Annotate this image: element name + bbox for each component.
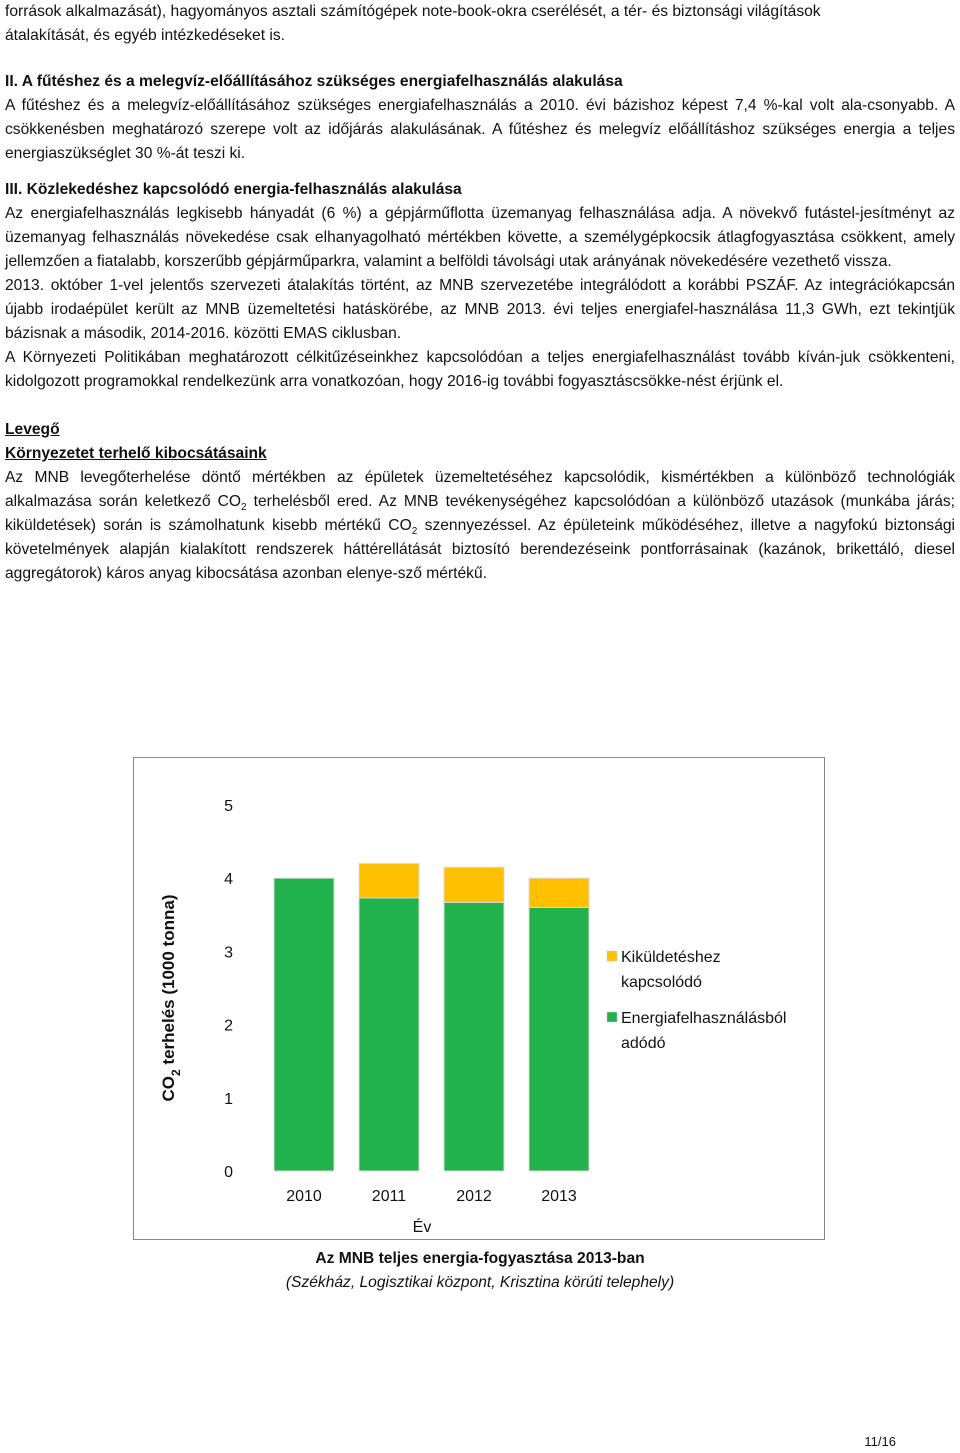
bar-energy-2010 <box>274 878 334 1171</box>
paragraph-transport: Az energiafelhasználás legkisebb hányadát (6 %) a gépjárműflotta üzemanyag felhasználása adja. A növekvő futástel-jesítményt az üzemanyag felhasználás növekedése csak elhanyagolható mértékben követte, a személygépkocsik átlagfogyasztása csökkent, amely jellemzően a fiatalabb, korszerűbb gépjárműparkra, valamint a belföldi távolsági utak arányának növekedésére vezethető vissza. <box>5 205 955 270</box>
chart-caption-title: Az MNB teljes energia-fogyasztása 2013-ban <box>315 1250 645 1267</box>
paragraph-air-part3: szennyezéssel. Az épületeink működéséhez, illetve a nagyfokú biztonsági követelmények alapján kialakított rendszerek háttérellátását biztosító berendezéseink pontforrásainak (kazánok, brikettáló, diesel aggregátorok) káros anyag kibocsátása azonban elenye-sző mértékű. <box>5 517 955 582</box>
co2-subscript: 2 <box>241 502 247 514</box>
page-number: 11/16 <box>864 1434 896 1449</box>
paragraph-air-part2: terhelésből ered. Az MNB tevékenységéhez kapcsolódóan a különböző utazások (munkába járás; kiküldetések) során is számolhatunk kisebb mértékű CO <box>5 493 956 534</box>
x-tick-label: 2010 <box>286 1188 322 1205</box>
y-axis-label-prefix: CO <box>159 1075 178 1102</box>
paragraph-integration: 2013. október 1-vel jelentős szervezeti átalakítás történt, az MNB szervezetébe integrálódott a korábbi PSZÁF. Az integrációkapcsán újabb irodaépület került az MNB üzemeltetési hatáskörébe, az MNB 2013. évi teljes energiafel-használása 11,3 GWh, ezt tekintjük bázisnak a második, 2014-2016. közötti EMAS ciklusban. <box>5 277 955 342</box>
energy-chart <box>134 758 824 1239</box>
x-tick-label: 2011 <box>371 1188 407 1205</box>
y-axis-label-subscript: 2 <box>169 1069 183 1076</box>
y-tick-label: 0 <box>224 1164 233 1181</box>
bar-travel-2011 <box>359 864 419 898</box>
paragraph-heating: A fűtéshez és a melegvíz-előállításához szükséges energiafelhasználás a 2010. évi bázishoz képest 7,4 %-kal volt ala-csonyabb. A csökkenésben meghatározó szerepe volt az időjárás alakulásának. A fűtéshez és melegvíz előállításhoz szükséges energia a teljes energiaszükséglet 30 %-át teszi ki. <box>5 97 955 162</box>
x-tick-label: 2012 <box>456 1188 492 1205</box>
co2-subscript: 2 <box>411 526 418 538</box>
heading-section-3: III. Közlekedéshez kapcsolódó energia-felhasználás alakulása <box>5 181 462 198</box>
x-axis-label: Év <box>412 1219 432 1236</box>
bar-energy-2013 <box>529 907 589 1171</box>
chart-caption-subtitle: (Székház, Logisztikai központ, Krisztina körúti telephely) <box>285 1274 675 1291</box>
heading-kibocsatas: Környezetet terhelő kibocsátásaink <box>5 445 267 462</box>
paragraph-air-part1: Az MNB levegőterhelése döntő mértékben az épületek üzemeltetéséhez kapcsolódik, kismértékben a különböző technológiák alkalmazása során keletkező CO <box>5 469 955 510</box>
y-tick-label: 4 <box>224 871 233 889</box>
heading-levego: Levegő <box>5 421 60 438</box>
y-axis-label-suffix: terhelés (1000 tonna) <box>159 894 178 1070</box>
legend-energy-label: adódó <box>621 1035 666 1052</box>
paragraph-intro-line1: források alkalmazását), hagyományos asztali számítógépek note-book-okra cserélését, a tér- és biztonsági világítások <box>5 3 821 20</box>
legend-travel-label: kapcsolódó <box>621 974 702 991</box>
x-tick-label: 2013 <box>541 1188 577 1205</box>
bar-energy-2011 <box>359 898 419 1171</box>
heading-section-2: II. A fűtéshez és a melegvíz-előállításához szükséges energiafelhasználás alakulása <box>5 73 623 90</box>
bar-energy-2012 <box>444 902 504 1171</box>
bar-travel-2013 <box>529 878 589 907</box>
paragraph-air <box>5 466 955 586</box>
y-tick-label: 5 <box>224 798 233 815</box>
chart-frame <box>133 757 825 1240</box>
y-tick-label: 1 <box>224 1090 233 1108</box>
document-page <box>5 0 955 586</box>
y-tick-label: 3 <box>224 944 233 962</box>
y-axis-label <box>159 895 183 1102</box>
legend-energy-label: Energiafelhasználásból <box>621 1010 787 1027</box>
y-tick-label: 2 <box>224 1017 233 1035</box>
legend-travel-label: Kiküldetéshez <box>621 949 721 966</box>
legend-energy-swatch <box>607 1012 617 1022</box>
legend-travel-swatch <box>607 951 617 961</box>
bar-travel-2012 <box>444 867 504 902</box>
paragraph-intro-line2: átalakítását, és egyéb intézkedéseket is. <box>5 27 285 44</box>
paragraph-policy: A Környezeti Politikában meghatározott célkitűzéseinkhez kapcsolódóan a teljes energiafelhasználást tovább kíván-juk csökkenteni, kidolgozott programokkal rendelkezünk arra vonatkozóan, hogy 2016-ig további fogyasztáscsökke-nést érjünk el. <box>5 349 955 390</box>
